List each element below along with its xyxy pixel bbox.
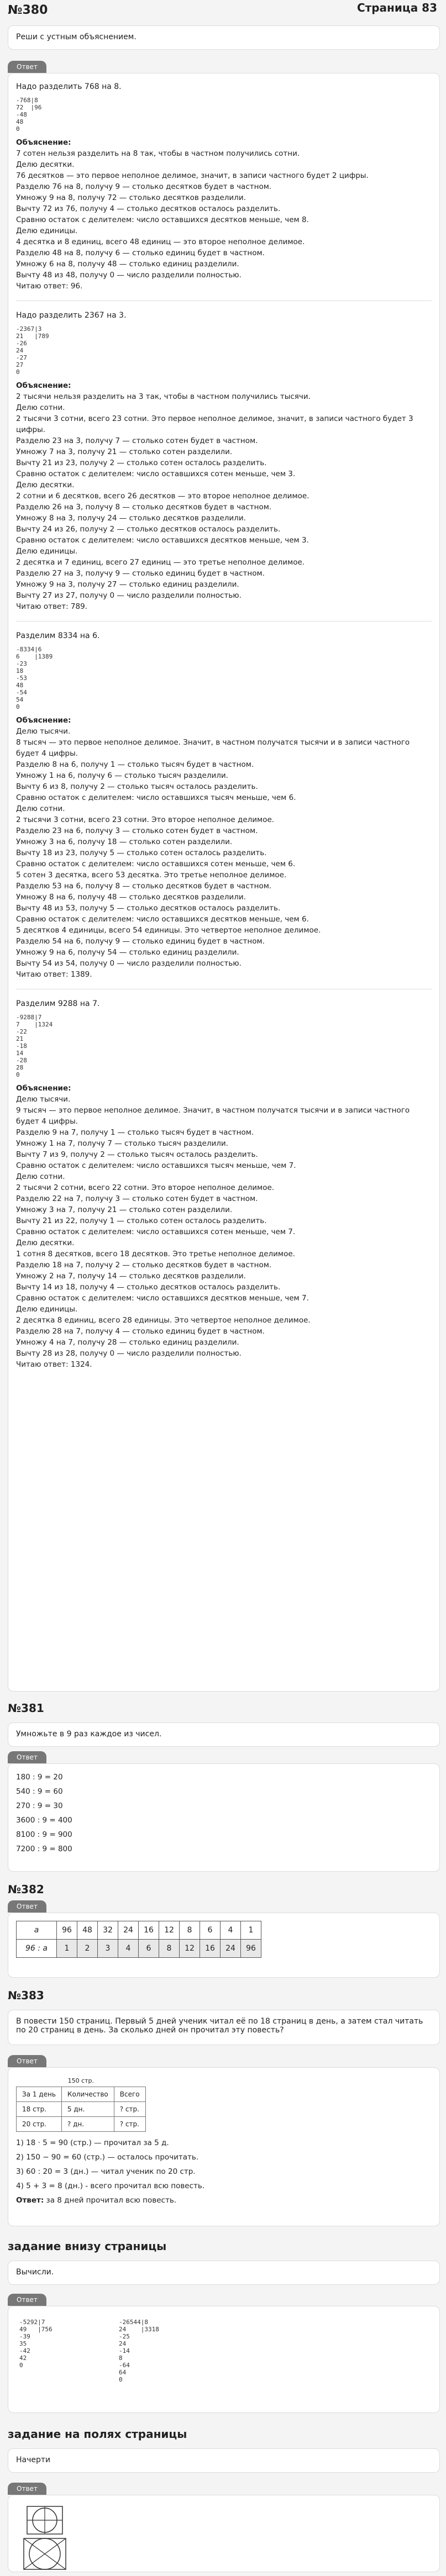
table-cell: 18 стр. <box>17 2102 62 2117</box>
division-problem-title: Надо разделить 2367 на 3. <box>16 311 127 320</box>
task-number-381: №381 <box>8 1701 44 1715</box>
margin-task-title: задание на полях страницы <box>8 2427 187 2441</box>
table-cell: 3 <box>98 1940 118 1958</box>
explanation-line: Умножу 9 на 6, получу 54 — столько единиц разделили. <box>16 948 239 957</box>
page-header <box>0 0 446 22</box>
explanation-line: Умножу 3 на 6, получу 18 — столько сотен разделили. <box>16 837 233 846</box>
margin-answer <box>8 2495 440 2572</box>
explanation-line: Делю единицы. <box>16 547 78 556</box>
answer-tab: Ответ <box>8 2055 46 2067</box>
equation-line: 540 : 9 = 60 <box>16 1787 63 1796</box>
explanation-line: Разделю 18 на 7, получу 2 — столько десятков будет в частном. <box>16 1261 272 1269</box>
explanation-line: 2 тысячи 3 сотни, всего 23 сотни. Это второе неполное делимое. <box>16 815 275 824</box>
explanation-line: Разделю 27 на 3, получу 9 — столько единиц будет в частном. <box>16 569 265 578</box>
long-division-sketch: -26544|8 24 |3318 -25 24 -14 8 -64 64 0 <box>119 2319 159 2383</box>
margin-task-statement <box>8 2448 440 2473</box>
explanation-line: 4 десятка и 8 единиц, всего 48 единиц — это второе неполное делимое. <box>16 238 305 246</box>
answer-383 <box>8 2067 440 2226</box>
explanation-line: 8 тысяч — это первое неполное делимое. Значит, в частном получатся тысячи и в записи частного будет 4 цифры. <box>16 738 410 758</box>
explanation-line: 2 тысячи 2 сотни, всего 22 сотни. Это второе неполное делимое. <box>16 1183 275 1192</box>
explanation-title: Объяснение: <box>16 138 71 147</box>
explanation-line: Разделю 9 на 7, получу 1 — столько тысяч будет в частном. <box>16 1128 254 1137</box>
long-division-sketch: -2367|3 21 |789 -26 24 -27 27 0 <box>16 325 49 376</box>
explanation-line: Вычту 24 из 26, получу 2 — столько десятков осталось разделить. <box>16 525 281 534</box>
explanation-line: Разделю 22 на 7, получу 3 — столько сотен будет в частном. <box>16 1194 258 1203</box>
explanation-line: Читаю ответ: 1389. <box>16 970 92 979</box>
explanation-line: 2 десятка и 7 единиц, всего 27 единиц — это третье неполное делимое. <box>16 558 305 567</box>
table-cell: ? стр. <box>114 2102 145 2117</box>
explanation-line: 2 сотни и 6 десятков, всего 26 десятков — это второе неполное делимое. <box>16 492 309 501</box>
task-text: Вычисли. <box>16 2268 54 2277</box>
explanation-line: Вычту 72 из 76, получу 4 — столько десятков осталось разделить. <box>16 204 281 213</box>
task-text: Начерти <box>16 2456 51 2464</box>
explanation-line: Вычту 18 из 23, получу 5 — столько сотен осталось разделить. <box>16 849 267 857</box>
long-division-sketch: -5292|7 49 |756 -39 35 -42 42 0 <box>19 2319 53 2369</box>
answer-380 <box>8 73 440 1692</box>
explanation-line: 9 тысяч — это первое неполное делимое. Значит, в частном получатся тысячи и в записи частного будет 4 цифры. <box>16 1106 410 1126</box>
answer-label: Ответ: <box>16 2196 44 2205</box>
explanation-line: Умножу 6 на 8, получу 48 — столько единиц разделили. <box>16 260 239 268</box>
table-cell: 8 <box>180 1921 200 1940</box>
explanation-line: Умножу 2 на 7, получу 14 — столько десятков разделили. <box>16 1272 246 1281</box>
explanation-line: 2 тысячи 3 сотни, всего 23 сотни. Это первое неполное делимое, значит, в записи частного будет 3 цифры. <box>16 414 413 434</box>
task-380-statement <box>8 25 440 50</box>
explanation-line: Умножу 7 на 3, получу 21 — столько сотен разделили. <box>16 447 233 456</box>
explanation-line: 2 тысячи нельзя разделить на 3 так, чтобы в частном получились тысячи. <box>16 392 311 401</box>
table-header-cell: Количество <box>61 2087 114 2102</box>
task-text: Умножьте в 9 раз каждое из чисел. <box>16 1730 162 1739</box>
division-problem-title: Разделим 9288 на 7. <box>16 999 100 1008</box>
geometric-drawing <box>16 2503 93 2573</box>
task-text: В повести 150 страниц. Первый 5 дней ученик читал её по 18 страниц в день, а затем стал читать по 20 страниц в день. За сколько дней он прочитал эту повесть? <box>16 2017 423 2035</box>
explanation-line: Разделю 28 на 7, получу 4 — столько единиц будет в частном. <box>16 1327 265 1336</box>
explanation-line: Делю тысячи. <box>16 727 71 736</box>
explanation-line: Делю единицы. <box>16 226 78 235</box>
explanation-line: Сравню остаток с делителем: число оставшихся сотен меньше, чем 7. <box>16 1228 296 1236</box>
explanation-line: Делю сотни. <box>16 1172 65 1181</box>
explanation-line: Умножу 9 на 8, получу 72 — столько десятков разделили. <box>16 193 246 202</box>
explanation-line: Сравню остаток с делителем: число оставшихся сотен меньше, чем 6. <box>16 860 296 868</box>
explanation-text <box>16 1094 432 1370</box>
table-cell: 4 <box>221 1921 241 1940</box>
explanation-line: Делю тысячи. <box>16 1095 71 1104</box>
explanation-line: Сравню остаток с делителем: число оставшихся тысяч меньше, чем 7. <box>16 1161 296 1170</box>
bottom-task-title: задание внизу страницы <box>8 2240 167 2253</box>
table-cell: 16 <box>200 1940 221 1958</box>
table-cell: 1 <box>241 1921 261 1940</box>
explanation-line: 7 сотен нельзя разделить на 8 так, чтобы в частном получились сотни. <box>16 149 300 158</box>
explanation-line: Вычту 48 из 53, получу 5 — столько десятков осталось разделить. <box>16 904 281 913</box>
explanation-line: Разделю 26 на 3, получу 8 — столько десятков будет в частном. <box>16 503 272 512</box>
explanation-line: 1 сотня 8 десятков, всего 18 десятков. Это третье неполное делимое. <box>16 1250 295 1258</box>
explanation-line: Разделю 54 на 6, получу 9 — столько единиц будет в частном. <box>16 937 265 946</box>
answer-tab: Ответ <box>8 1751 46 1763</box>
task-number-383: №383 <box>8 1989 44 2002</box>
table-cell: 96 : a <box>17 1940 57 1958</box>
table-row <box>17 1921 261 1940</box>
explanation-line: Разделю 8 на 6, получу 1 — столько тысяч будет в частном. <box>16 760 254 769</box>
long-division-sketch: -768|8 72 |96 -48 48 0 <box>16 97 42 133</box>
explanation-title: Объяснение: <box>16 381 71 390</box>
explanation-line: Вычту 27 из 27, получу 0 — число разделили полностью. <box>16 591 242 600</box>
explanation-line: Вычту 21 из 22, получу 1 — столько сотен осталось разделить. <box>16 1216 267 1225</box>
table-cell: 2 <box>77 1940 98 1958</box>
task-number-380: №380 <box>8 3 48 17</box>
answer-tab: Ответ <box>8 2294 46 2306</box>
solution-step: 4) 5 + 3 = 8 (дн.) - всего прочитал всю повесть. <box>16 2182 205 2190</box>
explanation-line: Умножу 8 на 6, получу 48 — столько десятков разделили. <box>16 893 246 902</box>
table-cell: ? стр. <box>114 2117 145 2132</box>
division-problem-title: Разделим 8334 на 6. <box>16 631 100 640</box>
page-label: Страница 83 <box>356 1 437 14</box>
explanation-line: Разделю 23 на 6, получу 3 — столько сотен будет в частном. <box>16 826 258 835</box>
table-cell: 8 <box>159 1940 180 1958</box>
table-cell: 12 <box>180 1940 200 1958</box>
explanation-line: Читаю ответ: 1324. <box>16 1360 92 1369</box>
task-381-statement <box>8 1722 440 1747</box>
explanation-line: Сравню остаток с делителем: число оставшихся тысяч меньше, чем 6. <box>16 793 296 802</box>
table-cell: 6 <box>139 1940 159 1958</box>
brace-label: 150 стр. <box>67 2077 95 2084</box>
explanation-line: Разделю 53 на 6, получу 8 — столько десятков будет в частном. <box>16 882 272 891</box>
table-cell: 48 <box>77 1921 98 1940</box>
explanation-text <box>16 391 432 612</box>
explanation-line: Читаю ответ: 96. <box>16 282 83 291</box>
long-division-sketch: -8334|6 6 |1389 -23 18 -53 48 -54 54 0 <box>16 646 53 710</box>
table-cell: 32 <box>98 1921 118 1940</box>
explanation-line: Умножу 8 на 3, получу 24 — столько десятков разделили. <box>16 514 246 523</box>
answer-tab: Ответ <box>8 1900 46 1913</box>
explanation-line: Делю единицы. <box>16 1305 78 1314</box>
table-cell: 16 <box>139 1921 159 1940</box>
bottom-task-statement <box>8 2261 440 2285</box>
short-record-table <box>16 2075 146 2132</box>
explanation-line: Делю сотни. <box>16 804 65 813</box>
answer-381 <box>8 1763 440 1872</box>
explanation-line: Вычту 6 из 8, получу 2 — столько тысяч осталось разделить. <box>16 782 258 791</box>
explanation-title: Объяснение: <box>16 716 71 725</box>
table-cell: 24 <box>221 1940 241 1958</box>
table-cell: 1 <box>57 1940 77 1958</box>
explanation-line: Делю десятки. <box>16 160 75 169</box>
table-cell: 6 <box>200 1921 221 1940</box>
explanation-title: Объяснение: <box>16 1084 71 1093</box>
explanation-line: Читаю ответ: 789. <box>16 602 87 611</box>
explanation-line: Разделю 76 на 8, получу 9 — столько десятков будет в частном. <box>16 182 272 191</box>
explanation-line: Вычту 7 из 9, получу 2 — столько тысяч осталось разделить. <box>16 1150 258 1159</box>
long-division-sketch-b <box>119 2314 159 2388</box>
explanation-text <box>16 148 432 292</box>
task-number-382: №382 <box>8 1883 44 1896</box>
explanation-text <box>16 726 432 980</box>
explanation-line: Делю десятки. <box>16 481 75 489</box>
solution-step: 3) 60 : 20 = 3 (дн.) — читал ученик по 20 стр. <box>16 2167 196 2176</box>
explanation-line: 2 десятка 8 единиц, всего 28 единицы. Это четвертое неполное делимое. <box>16 1316 311 1325</box>
explanation-line: Разделю 23 на 3, получу 7 — столько сотен будет в частном. <box>16 436 258 445</box>
explanation-line: Разделю 48 на 8, получу 6 — столько единиц будет в частном. <box>16 249 265 257</box>
explanation-line: Делю десятки. <box>16 1239 75 1247</box>
explanation-line: Сравню остаток с делителем: число оставшихся сотен меньше, чем 3. <box>16 470 296 478</box>
equation-line: 7200 : 9 = 800 <box>16 1845 72 1853</box>
solution-steps <box>16 2137 432 2192</box>
table-cell: a <box>17 1921 57 1940</box>
explanation-line: 76 десятков — это первое неполное делимое, значит, в записи частного будет 2 цифры. <box>16 171 369 180</box>
table-cell: 5 дн. <box>61 2102 114 2117</box>
explanation-line: Сравню остаток с делителем: число оставшихся десятков меньше, чем 6. <box>16 915 309 924</box>
explanation-line: Умножу 1 на 7, получу 7 — столько тысяч разделили. <box>16 1139 228 1148</box>
answer-tab: Ответ <box>8 61 46 73</box>
bottom-answer <box>8 2306 440 2413</box>
explanation-line: Вычту 48 из 48, получу 0 — число разделили полностью. <box>16 271 242 280</box>
division-table <box>16 1921 261 1958</box>
explanation-line: Вычту 14 из 18, получу 4 — столько десятков осталось разделить. <box>16 1283 281 1292</box>
explanation-line: Сравню остаток с делителем: число оставшихся десятков меньше, чем 7. <box>16 1294 309 1303</box>
explanation-line: Вычту 28 из 28, получу 0 — число разделили полностью. <box>16 1349 242 1358</box>
table-header-cell: Всего <box>114 2087 145 2102</box>
table-cell: 96 <box>57 1921 77 1940</box>
task-383-statement <box>8 2010 440 2045</box>
explanation-line: Умножу 3 на 7, получу 21 — столько сотен разделили. <box>16 1205 233 1214</box>
explanation-line: Делю сотни. <box>16 403 65 412</box>
long-division-sketch: -9288|7 7 |1324 -22 21 -18 14 -28 28 0 <box>16 1014 53 1078</box>
table-cell: 96 <box>241 1940 261 1958</box>
solution-step: 2) 150 − 90 = 60 (стр.) — осталось прочитать. <box>16 2153 199 2162</box>
explanation-line: Вычту 54 из 54, получу 0 — число разделили полностью. <box>16 959 242 968</box>
table-header-cell: За 1 день <box>17 2087 62 2102</box>
explanation-line: Умножу 9 на 3, получу 27 — столько единиц разделили. <box>16 580 239 589</box>
table-row <box>17 1940 261 1958</box>
table-row <box>17 2117 146 2132</box>
long-division-sketch-a <box>19 2314 53 2373</box>
table-row <box>17 2102 146 2117</box>
equation-line: 270 : 9 = 30 <box>16 1801 63 1810</box>
explanation-line: 5 сотен 3 десятка, всего 53 десятка. Это третье неполное делимое. <box>16 871 287 879</box>
table-cell: 20 стр. <box>17 2117 62 2132</box>
explanation-line: Умножу 1 на 6, получу 6 — столько тысяч разделили. <box>16 771 228 780</box>
table-cell: ? дн. <box>61 2117 114 2132</box>
explanation-line: Сравню остаток с делителем: число оставшихся десятков меньше, чем 8. <box>16 215 309 224</box>
table-cell: 12 <box>159 1921 180 1940</box>
equation-line: 180 : 9 = 20 <box>16 1773 63 1782</box>
equation-line: 8100 : 9 = 900 <box>16 1830 72 1839</box>
explanation-line: Сравню остаток с делителем: число оставшихся десятков меньше, чем 3. <box>16 536 309 545</box>
explanation-line: Вычту 21 из 23, получу 2 — столько сотен осталось разделить. <box>16 459 267 467</box>
equation-line: 3600 : 9 = 400 <box>16 1816 72 1825</box>
table-cell: 24 <box>118 1921 139 1940</box>
division-problem-title: Надо разделить 768 на 8. <box>16 82 122 91</box>
answer-382 <box>8 1913 440 1978</box>
answer-text: за 8 дней прочитал всю повесть. <box>46 2196 177 2205</box>
explanation-line: 5 десятков 4 единицы, всего 54 единицы. Это четвертое неполное делимое. <box>16 926 321 935</box>
answer-tab: Ответ <box>8 2483 46 2495</box>
task-text: Реши с устным объяснением. <box>16 33 137 41</box>
solution-step: 1) 18 · 5 = 90 (стр.) — прочитал за 5 д. <box>16 2138 169 2147</box>
explanation-line: Умножу 4 на 7, получу 28 — столько единиц разделили. <box>16 1338 239 1347</box>
table-cell: 4 <box>118 1940 139 1958</box>
